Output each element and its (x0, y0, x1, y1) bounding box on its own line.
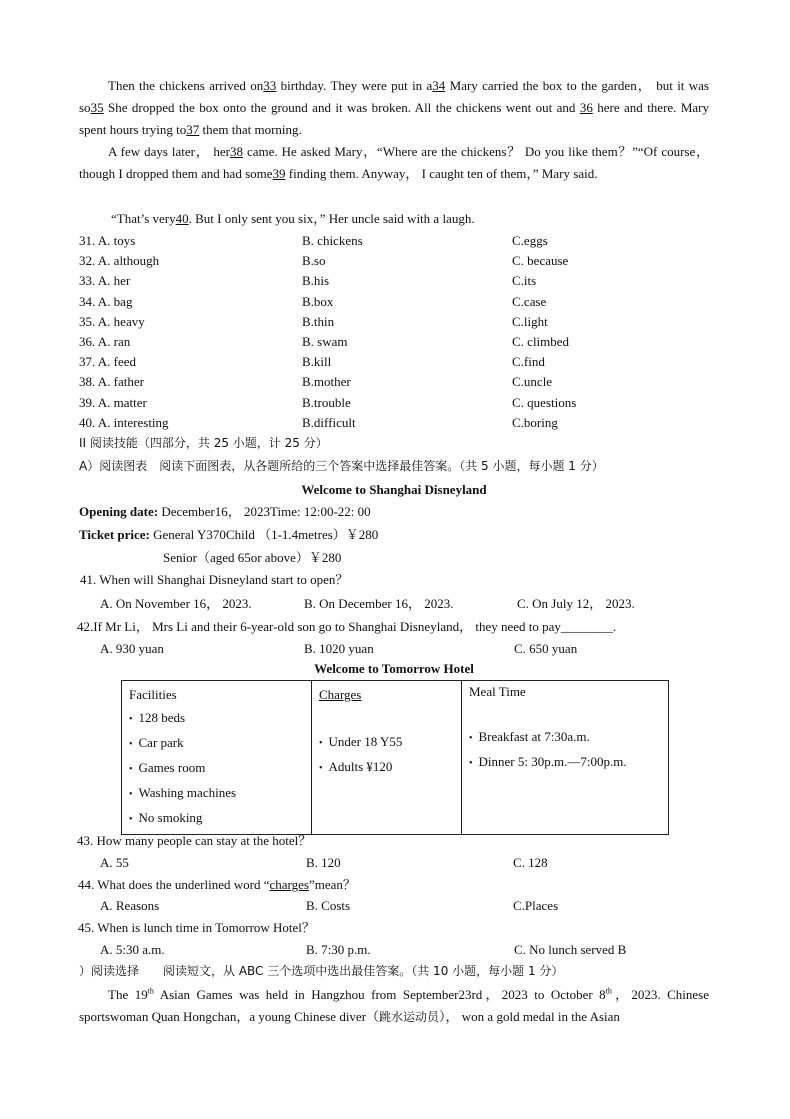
option-b: B.so (302, 253, 326, 269)
facility-item: • Games room (129, 756, 304, 781)
facility-item: • Washing machines (129, 781, 304, 806)
question-42: 42.If Mr Li， Mrs Li and their 6-year-old son go to Shanghai Disneyland， they need to pay________. (77, 619, 617, 634)
passage-paragraph-1: Then the chickens arrived on33 birthday. They were put in a34 Mary carried the box to the garden， but it was so35 She dropped the box onto the ground and it was broken. All the chickens went out and 36 here and there. Mary spent hours trying to37 them that morning. (79, 78, 710, 137)
meal-item: • Breakfast at 7:30a.m. (469, 725, 661, 750)
option-c: C.uncle (512, 374, 553, 390)
option-b: B. swam (302, 334, 348, 349)
option-c: C.Places (513, 898, 559, 913)
underlined-word: charges (269, 877, 309, 892)
option-b: B. 120 (306, 855, 341, 870)
option-c: C. On July 12， 2023. (517, 596, 635, 611)
question-42-options (100, 638, 720, 658)
charges-list (319, 730, 454, 780)
option-a: 38. A. father (79, 374, 144, 390)
passage-paragraph-2: A few days later， her38 came. He asked Mary，“Where are the chickens？ Do you like them？”“Of course， though I dropped them and had some39 finding them. Anyway， I caught ten of them，” Mary said. (79, 144, 709, 181)
question-45-options (100, 939, 720, 959)
option-a: A. 5:30 a.m. (100, 942, 165, 957)
option-a: A. 930 yuan (100, 641, 164, 656)
cloze-option-row (79, 230, 719, 250)
cloze-option-row (79, 371, 719, 391)
option-c: C.eggs (512, 233, 548, 248)
cloze-option-row (79, 311, 719, 331)
disney-title: Welcome to Shanghai Disneyland (301, 482, 487, 497)
facilities-cell (122, 681, 312, 835)
blank-34: 34 (432, 78, 446, 93)
hotel-title: Welcome to Tomorrow Hotel (314, 661, 474, 676)
question-44-options (100, 895, 720, 915)
charges-cell (312, 681, 462, 835)
blank-37: 37 (186, 122, 200, 137)
meal-header: Meal Time (469, 684, 526, 699)
option-c: C. climbed (512, 334, 570, 349)
option-b: B.his (302, 273, 330, 289)
facility-item: • 128 beds (129, 706, 304, 731)
blank-40: 40 (175, 211, 189, 226)
option-b: B.kill (302, 354, 332, 370)
option-a: A. On November 16， 2023. (100, 596, 252, 611)
question-44: 44. What does the underlined word “charges”mean？ (78, 877, 356, 892)
charge-item: • Under 18 Y55 (319, 730, 454, 755)
option-c: C.boring (512, 414, 558, 430)
passage-paragraph-3: “That’s very40. But I only sent you six，” Her uncle said with a laugh. (111, 211, 475, 226)
option-b: B. 1020 yuan (304, 641, 374, 656)
opening-date: Opening date: December16， 2023Time: 12:00-22: 00 (79, 504, 371, 519)
option-a: 40. A. interesting (79, 414, 169, 430)
question-41: 41. When will Shanghai Disneyland start to open？ (80, 572, 349, 587)
charge-item: • Adults ¥120 (319, 755, 454, 780)
facilities-header: Facilities (129, 687, 177, 702)
option-a: 37. A. feed (79, 354, 137, 370)
part-b-instructions: ）阅读选择 阅读短文，从 ABC 三个选项中选出最佳答案。（共 10 小题，每小题 1 分） (79, 964, 564, 978)
cloze-option-row (79, 331, 719, 351)
section-heading: II 阅读技能（四部分，共 25 小题，计 25 分） (79, 436, 328, 450)
option-c: C.light (512, 313, 548, 329)
option-b: B. Costs (306, 898, 351, 913)
option-c: C.find (512, 354, 545, 370)
facility-item: • No smoking (129, 806, 304, 831)
option-c: C. questions (512, 394, 577, 410)
part-a-instructions: A）阅读图表 阅读下面图表，从各题所给的三个答案中选择最佳答案。（共 5 小题，每小题 1 分） (79, 459, 604, 473)
option-b: B.thin (302, 313, 335, 329)
option-b: B. chickens (302, 233, 363, 248)
cloze-option-row (79, 270, 719, 290)
meal-item: • Dinner 5: 30p.m.—7:00p.m. (469, 750, 661, 775)
cloze-option-row (79, 291, 719, 311)
blank-39: 39 (272, 166, 286, 181)
option-a: 33. A. her (79, 273, 131, 289)
option-a: 36. A. ran (79, 334, 131, 349)
option-a: 35. A. heavy (79, 313, 145, 329)
option-a: 32. A. although (79, 253, 160, 269)
option-c: C.its (512, 273, 537, 289)
blank-38: 38 (230, 144, 244, 159)
question-45: 45. When is lunch time in Tomorrow Hotel？ (78, 920, 315, 935)
blank-35: 35 (90, 100, 104, 115)
option-c: C.case (512, 293, 547, 309)
option-c: C. 128 (513, 855, 548, 870)
option-b: B.difficult (302, 414, 356, 430)
hotel-table (121, 680, 669, 835)
option-a: A. Reasons (100, 898, 160, 913)
cloze-option-row (79, 250, 719, 270)
blank-36: 36 (579, 100, 593, 115)
facilities-list (129, 706, 304, 831)
question-43-options (100, 852, 720, 872)
meal-cell (462, 681, 669, 835)
question-41-options (100, 593, 720, 613)
facility-item: • Car park (129, 731, 304, 756)
option-b: B. 7:30 p.m. (306, 942, 371, 957)
option-b: B.box (302, 293, 334, 309)
meal-list (469, 725, 661, 775)
cloze-option-row (79, 392, 719, 412)
ticket-price: Ticket price: General Y370Child （1-1.4metres）￥280 (79, 527, 379, 542)
charges-header: Charges (319, 687, 362, 702)
option-b: B. On December 16， 2023. (304, 596, 454, 611)
option-a: 31. A. toys (79, 233, 136, 248)
senior-price: Senior（aged 65or above）￥280 (163, 550, 342, 565)
option-c: C. because (512, 253, 569, 269)
option-c: C. 650 yuan (514, 641, 578, 656)
cloze-option-row (79, 351, 719, 371)
option-b: B.trouble (302, 394, 351, 410)
passage-2-paragraph: The 19th Asian Games was held in Hangzhou from September23rd，2023 to October 8th，2023. Chinese sportswoman Quan Hongchan，a young Chinese diver（跳水运动员）， won a gold medal in the Asian (79, 986, 709, 1024)
option-c: C. No lunch served B (514, 942, 627, 957)
option-a: A. 55 (100, 855, 129, 870)
question-43: 43. How many people can stay at the hotel？ (77, 833, 312, 848)
option-a: 39. A. matter (79, 394, 147, 410)
blank-33: 33 (263, 78, 277, 93)
option-b: B.mother (302, 374, 351, 390)
cloze-option-row (79, 412, 719, 432)
option-a: 34. A. bag (79, 293, 133, 309)
